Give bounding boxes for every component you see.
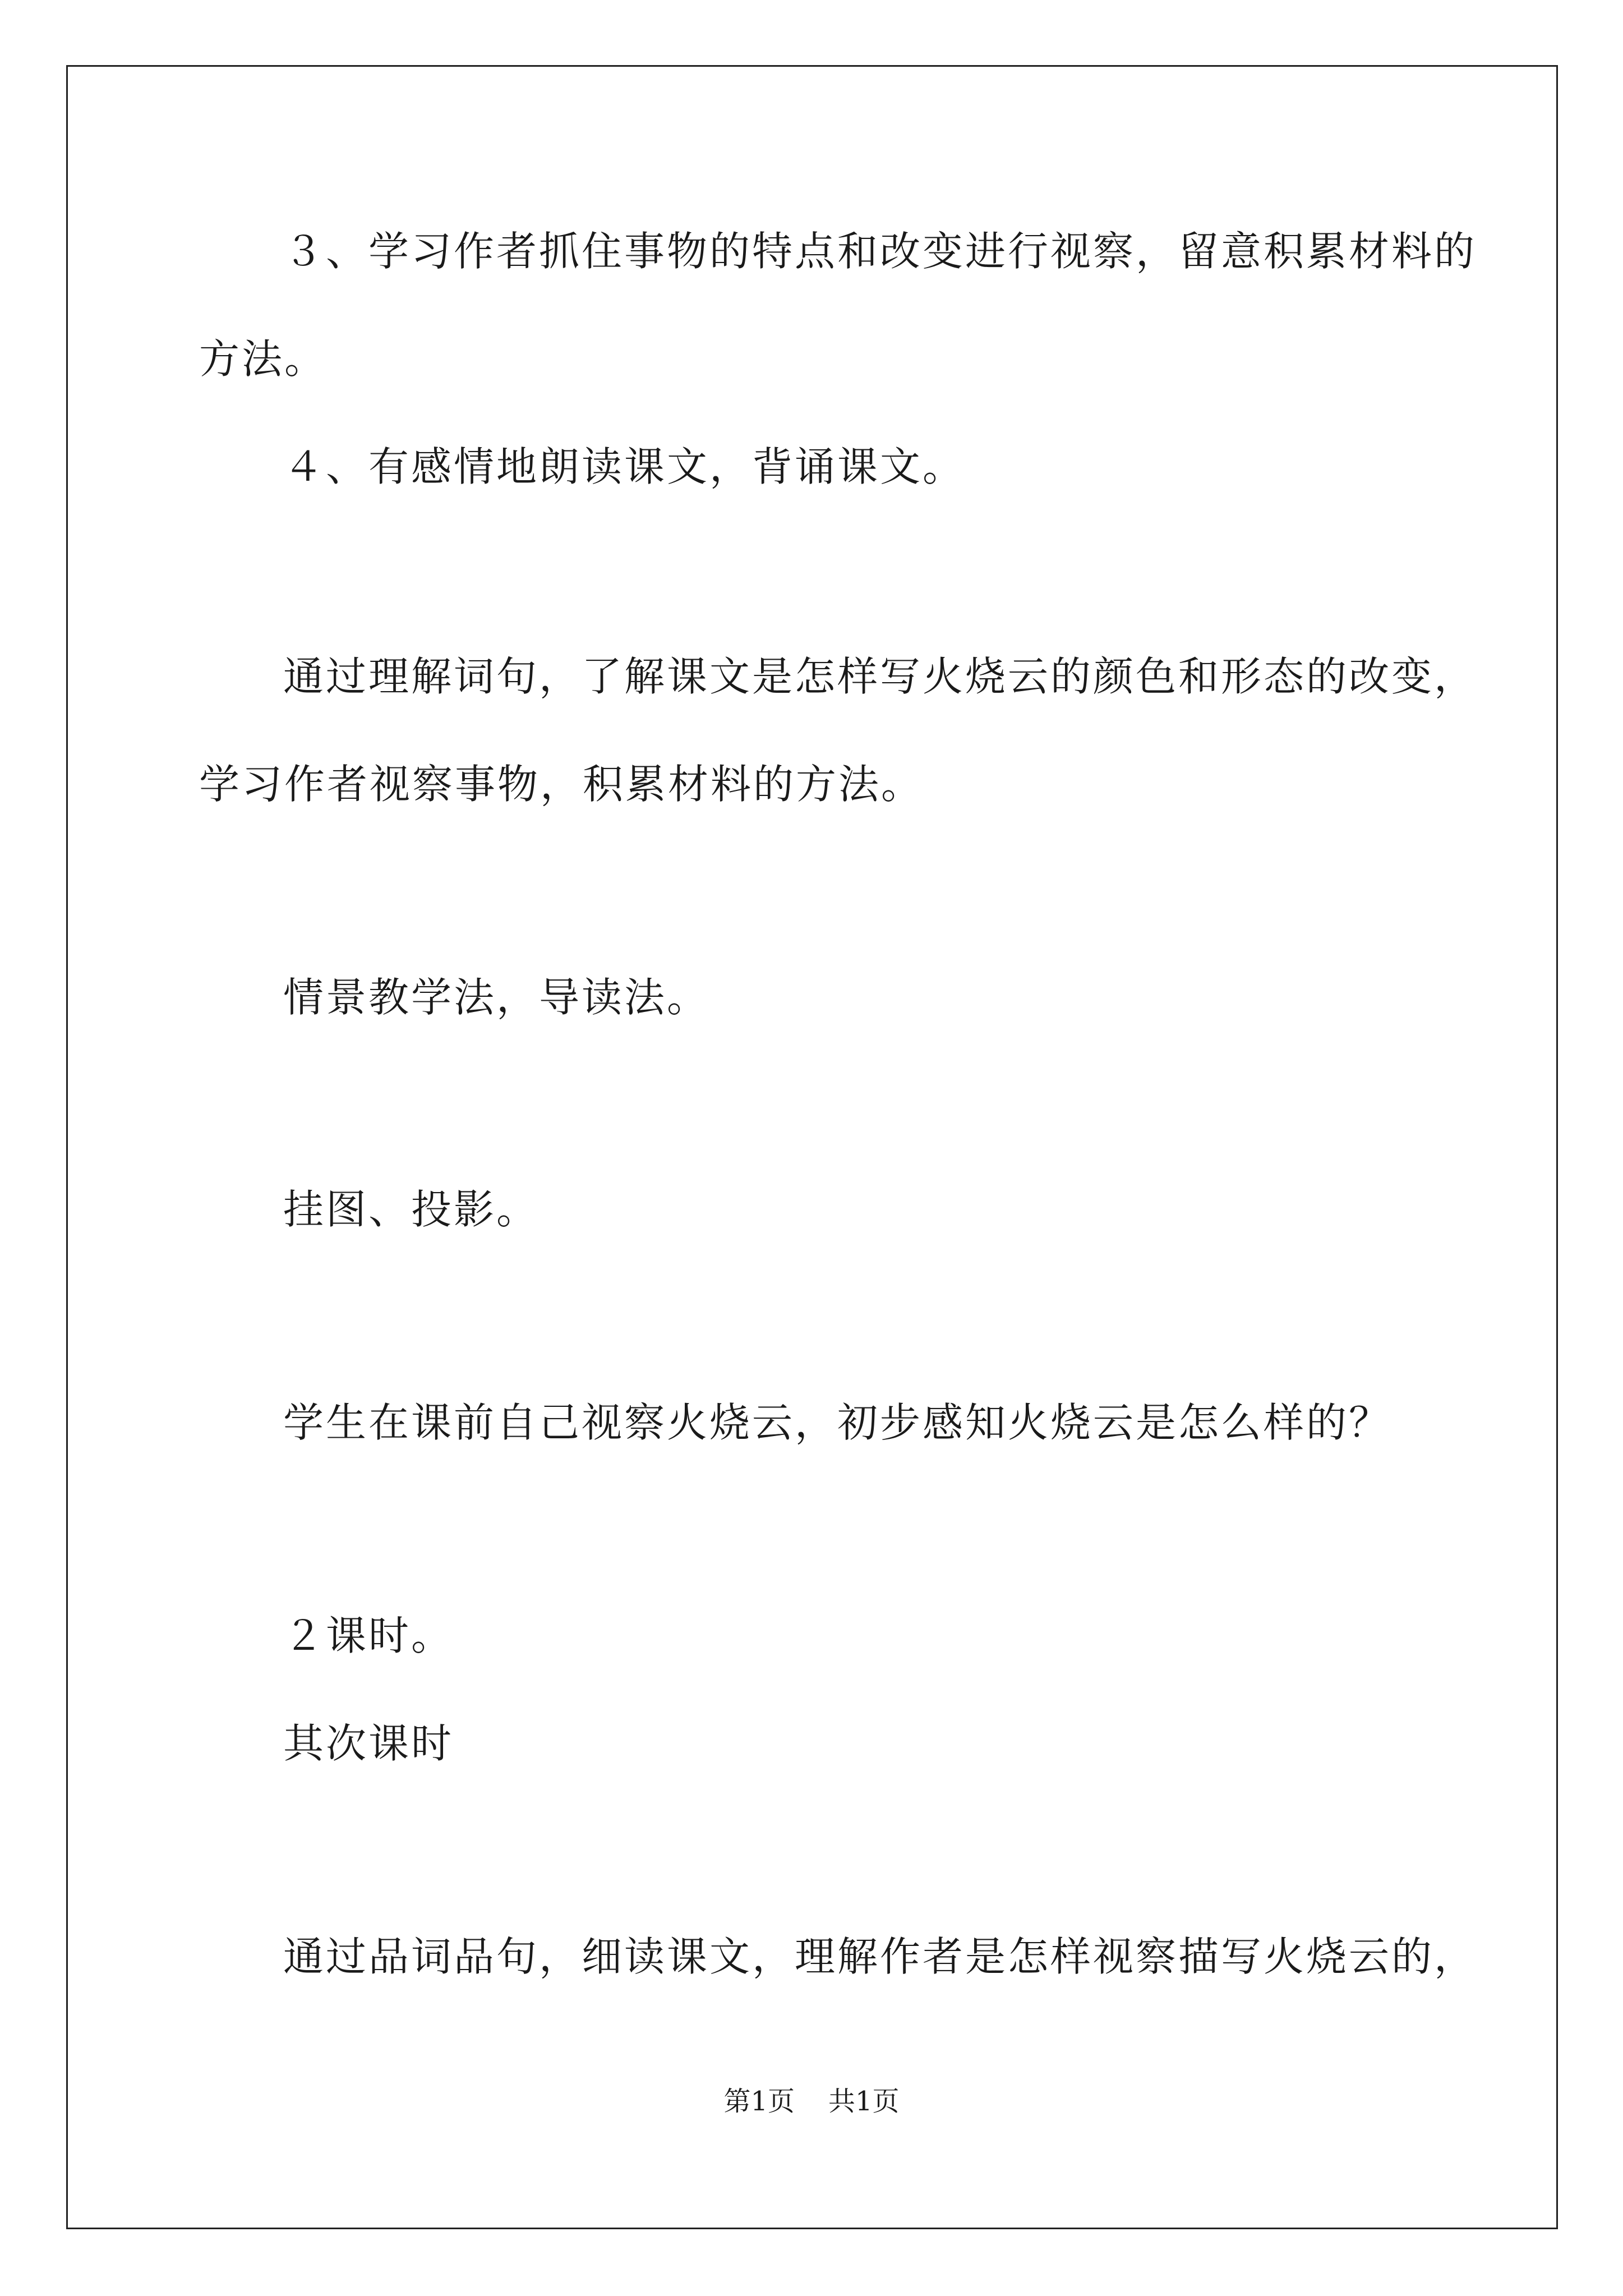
paragraph-teaching-aids: 挂图、投影。 (283, 1186, 540, 1233)
paragraph-objective-3: ３、学习作者抓住事物的特点和改变进行视察，留意积累材料的 (283, 228, 1477, 275)
page-border (66, 65, 1558, 2229)
paragraph-key-point: 通过理解词句，了解课文是怎样写火烧云的颜色和形态的改变， (283, 653, 1477, 700)
paragraph-lesson-goal: 通过品词品句，细读课文，理解作者是怎样视察描写火烧云的， (283, 1933, 1477, 1980)
page-footer (0, 2088, 1623, 2115)
paragraph-teaching-method: 情景教学法，导读法。 (283, 974, 710, 1021)
page-total: 共1页 (828, 2086, 900, 2117)
paragraph-preparation: 学生在课前自己视察火烧云，初步感知火烧云是怎么样的？ (283, 1399, 1392, 1446)
paragraph-key-point-cont: 学习作者视察事物，积累材料的方法。 (199, 761, 924, 808)
page-number: 第1页 (723, 2086, 795, 2117)
paragraph-second-lesson: 其次课时 (283, 1720, 454, 1767)
paragraph-objective-3-cont: 方法。 (199, 335, 328, 383)
paragraph-objective-4: ４、有感情地朗读课文，背诵课文。 (283, 443, 966, 490)
paragraph-lesson-count: ２课时。 (283, 1612, 454, 1659)
